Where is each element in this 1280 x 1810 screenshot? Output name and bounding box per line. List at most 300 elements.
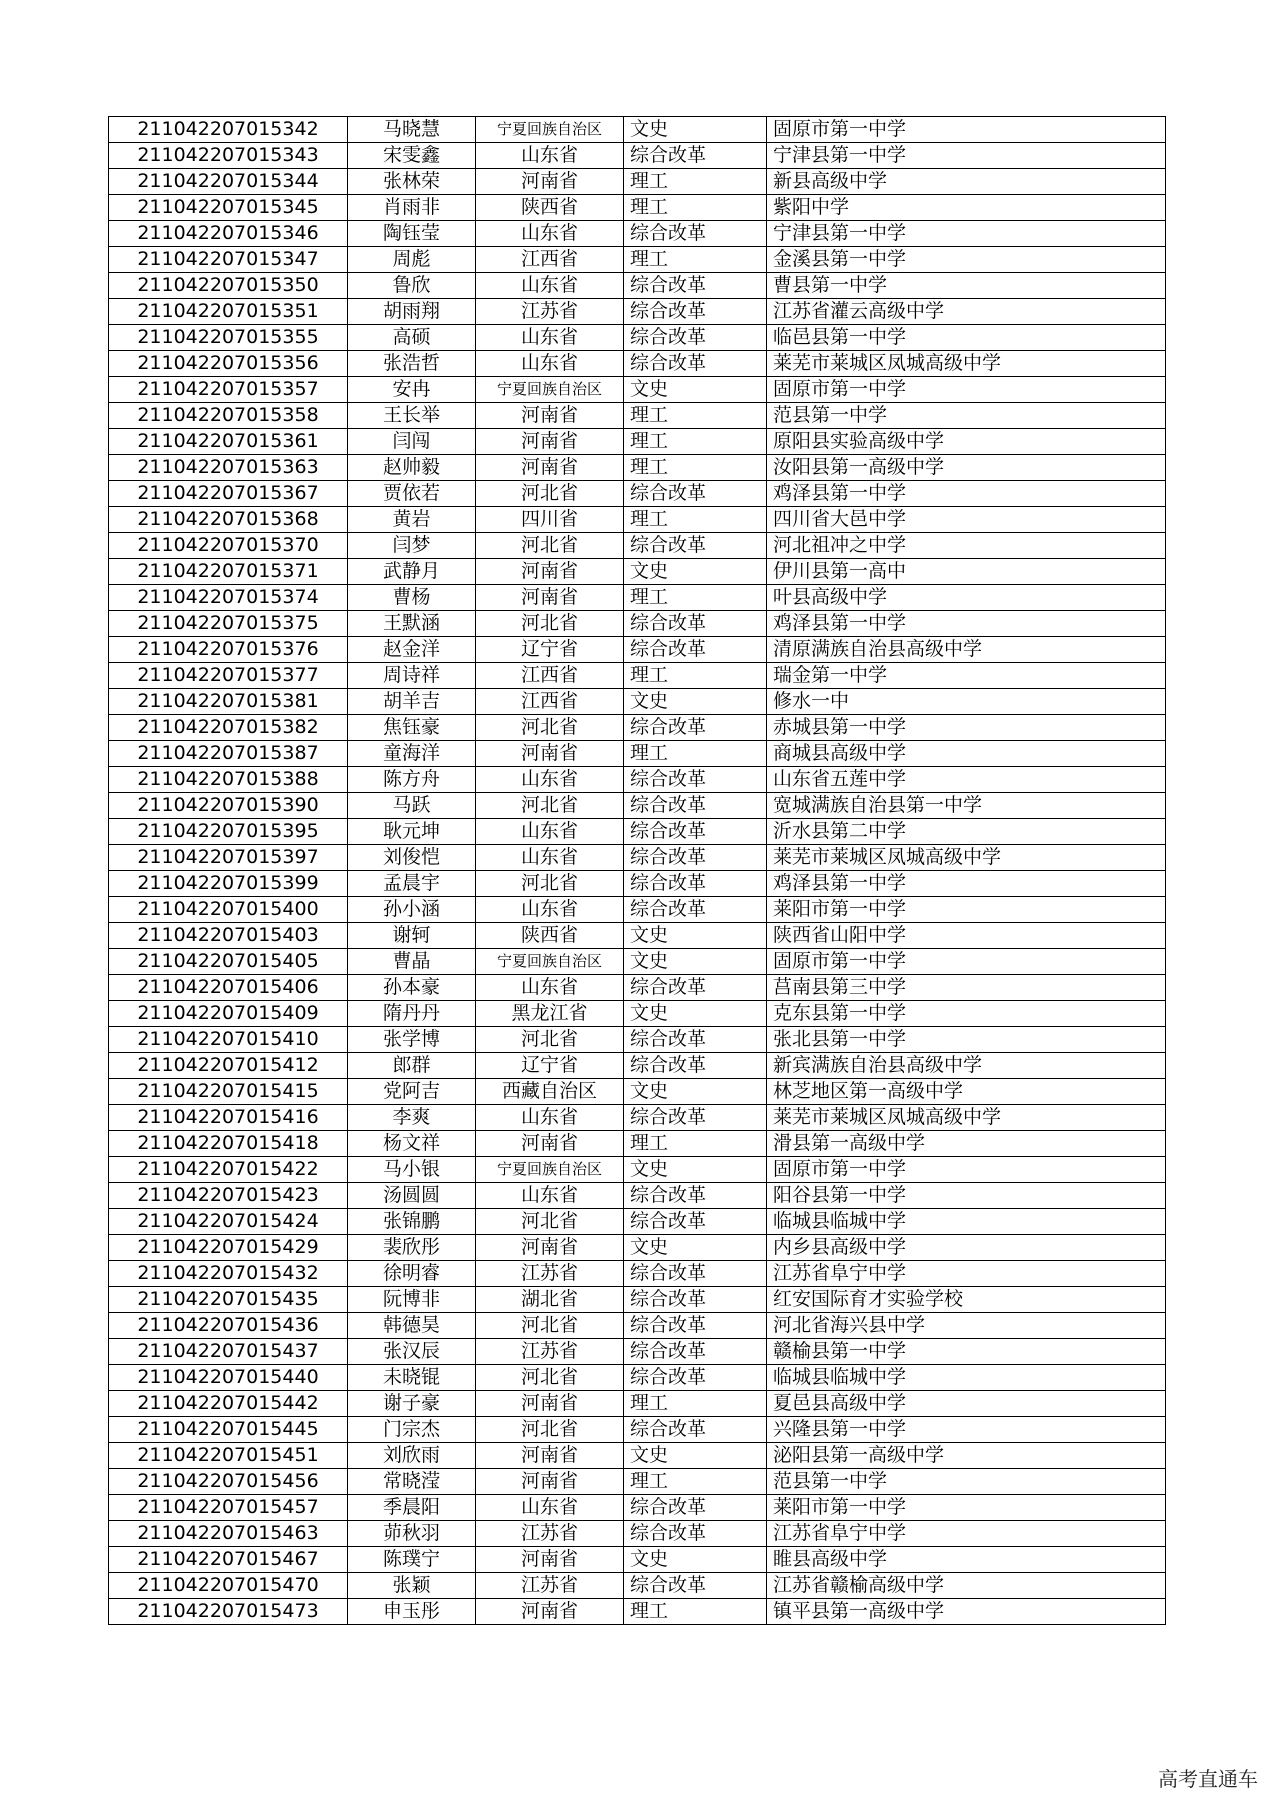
school-cell: 临城县临城中学 [767,1365,1166,1391]
exam-id-cell: 211042207015344 [109,169,348,195]
school-cell: 莱芜市莱城区凤城高级中学 [767,351,1166,377]
province-cell: 山东省 [476,975,624,1001]
track-cell: 综合改革 [624,1209,767,1235]
exam-id-cell: 211042207015437 [109,1339,348,1365]
province-cell: 河北省 [476,793,624,819]
track-cell: 文史 [624,1157,767,1183]
track-cell: 理工 [624,1391,767,1417]
student-name-cell: 张林荣 [348,169,476,195]
school-cell: 沂水县第二中学 [767,819,1166,845]
track-cell: 理工 [624,1131,767,1157]
table-row [109,455,1166,481]
province-cell: 河北省 [476,1417,624,1443]
student-list-table-wrapper [108,116,1166,1625]
school-cell: 江苏省赣榆高级中学 [767,1573,1166,1599]
table-row [109,611,1166,637]
table-row [109,1391,1166,1417]
exam-id-cell: 211042207015355 [109,325,348,351]
table-row [109,949,1166,975]
exam-id-cell: 211042207015374 [109,585,348,611]
school-cell: 赤城县第一中学 [767,715,1166,741]
province-cell: 河南省 [476,1131,624,1157]
province-cell: 江西省 [476,247,624,273]
student-name-cell: 张学博 [348,1027,476,1053]
track-cell: 理工 [624,455,767,481]
exam-id-cell: 211042207015399 [109,871,348,897]
province-cell: 辽宁省 [476,1053,624,1079]
school-cell: 河北省海兴县中学 [767,1313,1166,1339]
table-row [109,247,1166,273]
province-cell: 西藏自治区 [476,1079,624,1105]
province-cell: 山东省 [476,143,624,169]
exam-id-cell: 211042207015422 [109,1157,348,1183]
province-cell: 江苏省 [476,299,624,325]
exam-id-cell: 211042207015440 [109,1365,348,1391]
province-cell: 山东省 [476,845,624,871]
school-cell: 范县第一中学 [767,1469,1166,1495]
table-row [109,923,1166,949]
track-cell: 综合改革 [624,1313,767,1339]
watermark-text: 高考直通车 [1158,1767,1258,1791]
student-name-cell: 张浩哲 [348,351,476,377]
student-name-cell: 裴欣彤 [348,1235,476,1261]
exam-id-cell: 211042207015356 [109,351,348,377]
table-row [109,819,1166,845]
province-cell: 河北省 [476,533,624,559]
school-cell: 范县第一中学 [767,403,1166,429]
track-cell: 理工 [624,403,767,429]
province-cell: 辽宁省 [476,637,624,663]
province-cell: 山东省 [476,351,624,377]
exam-id-cell: 211042207015442 [109,1391,348,1417]
province-cell: 河南省 [476,741,624,767]
school-cell: 鸡泽县第一中学 [767,871,1166,897]
exam-id-cell: 211042207015403 [109,923,348,949]
student-name-cell: 耿元坤 [348,819,476,845]
table-row [109,689,1166,715]
track-cell: 综合改革 [624,871,767,897]
track-cell: 综合改革 [624,1105,767,1131]
school-cell: 陕西省山阳中学 [767,923,1166,949]
table-row [109,143,1166,169]
exam-id-cell: 211042207015416 [109,1105,348,1131]
student-name-cell: 阮博非 [348,1287,476,1313]
table-row [109,429,1166,455]
exam-id-cell: 211042207015361 [109,429,348,455]
table-row [109,1157,1166,1183]
province-cell: 陕西省 [476,923,624,949]
province-cell: 河北省 [476,481,624,507]
province-cell: 河南省 [476,1469,624,1495]
track-cell: 综合改革 [624,975,767,1001]
track-cell: 文史 [624,377,767,403]
student-name-cell: 马晓慧 [348,117,476,143]
exam-id-cell: 211042207015397 [109,845,348,871]
province-cell: 山东省 [476,1495,624,1521]
track-cell: 理工 [624,429,767,455]
exam-id-cell: 211042207015345 [109,195,348,221]
table-row [109,1183,1166,1209]
school-cell: 兴隆县第一中学 [767,1417,1166,1443]
table-row [109,975,1166,1001]
student-name-cell: 陈璞宁 [348,1547,476,1573]
student-name-cell: 马跃 [348,793,476,819]
student-name-cell: 宋雯鑫 [348,143,476,169]
school-cell: 莒南县第三中学 [767,975,1166,1001]
exam-id-cell: 211042207015410 [109,1027,348,1053]
school-cell: 新宾满族自治县高级中学 [767,1053,1166,1079]
school-cell: 叶县高级中学 [767,585,1166,611]
table-row [109,1599,1166,1625]
student-name-cell: 童海洋 [348,741,476,767]
table-row [109,325,1166,351]
track-cell: 文史 [624,559,767,585]
track-cell: 综合改革 [624,1261,767,1287]
track-cell: 综合改革 [624,1027,767,1053]
track-cell: 理工 [624,247,767,273]
province-cell: 河北省 [476,871,624,897]
student-name-cell: 曹晶 [348,949,476,975]
school-cell: 莱阳市第一中学 [767,897,1166,923]
track-cell: 综合改革 [624,1339,767,1365]
student-name-cell: 赵金洋 [348,637,476,663]
school-cell: 原阳县实验高级中学 [767,429,1166,455]
school-cell: 商城县高级中学 [767,741,1166,767]
track-cell: 综合改革 [624,143,767,169]
exam-id-cell: 211042207015342 [109,117,348,143]
exam-id-cell: 211042207015436 [109,1313,348,1339]
student-name-cell: 贾依若 [348,481,476,507]
school-cell: 泌阳县第一高级中学 [767,1443,1166,1469]
track-cell: 综合改革 [624,325,767,351]
table-row [109,1235,1166,1261]
province-cell: 山东省 [476,1105,624,1131]
student-name-cell: 孟晨宇 [348,871,476,897]
school-cell: 滑县第一高级中学 [767,1131,1166,1157]
student-name-cell: 刘俊恺 [348,845,476,871]
school-cell: 克东县第一中学 [767,1001,1166,1027]
exam-id-cell: 211042207015400 [109,897,348,923]
student-name-cell: 胡羊吉 [348,689,476,715]
table-row [109,871,1166,897]
student-name-cell: 武静月 [348,559,476,585]
exam-id-cell: 211042207015467 [109,1547,348,1573]
student-name-cell: 隋丹丹 [348,1001,476,1027]
school-cell: 赣榆县第一中学 [767,1339,1166,1365]
student-name-cell: 未晓锟 [348,1365,476,1391]
school-cell: 固原市第一中学 [767,117,1166,143]
exam-id-cell: 211042207015376 [109,637,348,663]
table-row [109,169,1166,195]
province-cell: 四川省 [476,507,624,533]
student-name-cell: 张汉辰 [348,1339,476,1365]
province-cell: 河南省 [476,1443,624,1469]
table-row [109,1521,1166,1547]
school-cell: 鸡泽县第一中学 [767,481,1166,507]
student-name-cell: 安冉 [348,377,476,403]
province-cell: 山东省 [476,819,624,845]
exam-id-cell: 211042207015470 [109,1573,348,1599]
school-cell: 四川省大邑中学 [767,507,1166,533]
table-row [109,1443,1166,1469]
table-row [109,221,1166,247]
exam-id-cell: 211042207015412 [109,1053,348,1079]
track-cell: 综合改革 [624,715,767,741]
province-cell: 宁夏回族自治区 [476,117,624,143]
track-cell: 综合改革 [624,1417,767,1443]
province-cell: 山东省 [476,273,624,299]
student-name-cell: 张锦鹏 [348,1209,476,1235]
student-name-cell: 徐明睿 [348,1261,476,1287]
table-row [109,481,1166,507]
table-row [109,1365,1166,1391]
student-name-cell: 郎群 [348,1053,476,1079]
track-cell: 综合改革 [624,481,767,507]
school-cell: 阳谷县第一中学 [767,1183,1166,1209]
table-row [109,1001,1166,1027]
school-cell: 莱芜市莱城区凤城高级中学 [767,845,1166,871]
school-cell: 修水一中 [767,689,1166,715]
table-row [109,533,1166,559]
province-cell: 河南省 [476,169,624,195]
exam-id-cell: 211042207015409 [109,1001,348,1027]
track-cell: 文史 [624,1079,767,1105]
track-cell: 理工 [624,585,767,611]
table-row [109,377,1166,403]
school-cell: 临邑县第一中学 [767,325,1166,351]
table-row [109,403,1166,429]
province-cell: 山东省 [476,1183,624,1209]
student-name-cell: 肖雨非 [348,195,476,221]
school-cell: 鸡泽县第一中学 [767,611,1166,637]
track-cell: 理工 [624,169,767,195]
exam-id-cell: 211042207015415 [109,1079,348,1105]
school-cell: 瑞金第一中学 [767,663,1166,689]
track-cell: 综合改革 [624,273,767,299]
exam-id-cell: 211042207015368 [109,507,348,533]
track-cell: 综合改革 [624,1573,767,1599]
student-name-cell: 汤圆圆 [348,1183,476,1209]
school-cell: 紫阳中学 [767,195,1166,221]
school-cell: 张北县第一中学 [767,1027,1166,1053]
student-name-cell: 胡雨翔 [348,299,476,325]
province-cell: 陕西省 [476,195,624,221]
track-cell: 综合改革 [624,1053,767,1079]
exam-id-cell: 211042207015457 [109,1495,348,1521]
province-cell: 河南省 [476,455,624,481]
student-name-cell: 孙本豪 [348,975,476,1001]
student-name-cell: 陈方舟 [348,767,476,793]
track-cell: 文史 [624,923,767,949]
exam-id-cell: 211042207015451 [109,1443,348,1469]
exam-id-cell: 211042207015377 [109,663,348,689]
exam-id-cell: 211042207015473 [109,1599,348,1625]
province-cell: 宁夏回族自治区 [476,377,624,403]
exam-id-cell: 211042207015395 [109,819,348,845]
track-cell: 综合改革 [624,793,767,819]
track-cell: 理工 [624,1599,767,1625]
track-cell: 综合改革 [624,845,767,871]
school-cell: 金溪县第一中学 [767,247,1166,273]
province-cell: 山东省 [476,897,624,923]
province-cell: 河南省 [476,403,624,429]
province-cell: 山东省 [476,221,624,247]
school-cell: 固原市第一中学 [767,377,1166,403]
track-cell: 理工 [624,195,767,221]
school-cell: 莱阳市第一中学 [767,1495,1166,1521]
school-cell: 江苏省阜宁中学 [767,1521,1166,1547]
track-cell: 综合改革 [624,1365,767,1391]
school-cell: 山东省五莲中学 [767,767,1166,793]
student-list-table [108,116,1166,1625]
track-cell: 理工 [624,663,767,689]
table-row [109,897,1166,923]
track-cell: 综合改革 [624,897,767,923]
table-row [109,767,1166,793]
school-cell: 固原市第一中学 [767,949,1166,975]
track-cell: 理工 [624,741,767,767]
exam-id-cell: 211042207015343 [109,143,348,169]
school-cell: 内乡县高级中学 [767,1235,1166,1261]
school-cell: 睢县高级中学 [767,1547,1166,1573]
exam-id-cell: 211042207015445 [109,1417,348,1443]
province-cell: 河北省 [476,715,624,741]
school-cell: 夏邑县高级中学 [767,1391,1166,1417]
exam-id-cell: 211042207015357 [109,377,348,403]
school-cell: 红安国际育才实验学校 [767,1287,1166,1313]
student-name-cell: 申玉彤 [348,1599,476,1625]
table-row [109,299,1166,325]
track-cell: 文史 [624,949,767,975]
track-cell: 综合改革 [624,1521,767,1547]
exam-id-cell: 211042207015406 [109,975,348,1001]
exam-id-cell: 211042207015390 [109,793,348,819]
student-name-cell: 刘欣雨 [348,1443,476,1469]
table-row [109,1573,1166,1599]
table-row [109,1105,1166,1131]
table-row [109,845,1166,871]
track-cell: 综合改革 [624,637,767,663]
student-name-cell: 周诗祥 [348,663,476,689]
student-name-cell: 焦钰豪 [348,715,476,741]
track-cell: 文史 [624,1235,767,1261]
table-row [109,1261,1166,1287]
province-cell: 河北省 [476,611,624,637]
school-cell: 宽城满族自治县第一中学 [767,793,1166,819]
school-cell: 宁津县第一中学 [767,143,1166,169]
school-cell: 固原市第一中学 [767,1157,1166,1183]
track-cell: 文史 [624,1443,767,1469]
exam-id-cell: 211042207015367 [109,481,348,507]
province-cell: 河北省 [476,1027,624,1053]
table-row [109,793,1166,819]
school-cell: 河北祖冲之中学 [767,533,1166,559]
table-row [109,1469,1166,1495]
exam-id-cell: 211042207015405 [109,949,348,975]
table-row [109,1287,1166,1313]
province-cell: 江西省 [476,689,624,715]
table-row [109,117,1166,143]
exam-id-cell: 211042207015347 [109,247,348,273]
exam-id-cell: 211042207015371 [109,559,348,585]
student-name-cell: 党阿吉 [348,1079,476,1105]
student-name-cell: 季晨阳 [348,1495,476,1521]
exam-id-cell: 211042207015429 [109,1235,348,1261]
track-cell: 综合改革 [624,1495,767,1521]
exam-id-cell: 211042207015463 [109,1521,348,1547]
province-cell: 江苏省 [476,1521,624,1547]
exam-id-cell: 211042207015388 [109,767,348,793]
table-row [109,663,1166,689]
school-cell: 清原满族自治县高级中学 [767,637,1166,663]
student-name-cell: 周彪 [348,247,476,273]
exam-id-cell: 211042207015435 [109,1287,348,1313]
school-cell: 伊川县第一高中 [767,559,1166,585]
student-name-cell: 曹杨 [348,585,476,611]
student-name-cell: 韩德昊 [348,1313,476,1339]
table-row [109,1417,1166,1443]
exam-id-cell: 211042207015350 [109,273,348,299]
school-cell: 汝阳县第一高级中学 [767,455,1166,481]
province-cell: 河南省 [476,429,624,455]
student-name-cell: 陶钰莹 [348,221,476,247]
track-cell: 综合改革 [624,819,767,845]
track-cell: 综合改革 [624,1183,767,1209]
table-row [109,741,1166,767]
exam-id-cell: 211042207015375 [109,611,348,637]
student-name-cell: 鲁欣 [348,273,476,299]
exam-id-cell: 211042207015351 [109,299,348,325]
province-cell: 河南省 [476,1391,624,1417]
province-cell: 宁夏回族自治区 [476,1157,624,1183]
province-cell: 河南省 [476,1547,624,1573]
track-cell: 文史 [624,117,767,143]
student-name-cell: 张颖 [348,1573,476,1599]
school-cell: 宁津县第一中学 [767,221,1166,247]
track-cell: 理工 [624,1469,767,1495]
student-name-cell: 王长举 [348,403,476,429]
student-name-cell: 王默涵 [348,611,476,637]
exam-id-cell: 211042207015370 [109,533,348,559]
track-cell: 文史 [624,1547,767,1573]
province-cell: 河南省 [476,585,624,611]
student-name-cell: 闫闯 [348,429,476,455]
track-cell: 综合改革 [624,299,767,325]
student-name-cell: 杨文祥 [348,1131,476,1157]
school-cell: 林芝地区第一高级中学 [767,1079,1166,1105]
province-cell: 黑龙江省 [476,1001,624,1027]
school-cell: 江苏省阜宁中学 [767,1261,1166,1287]
track-cell: 综合改革 [624,611,767,637]
track-cell: 综合改革 [624,533,767,559]
student-name-cell: 高硕 [348,325,476,351]
track-cell: 综合改革 [624,767,767,793]
student-name-cell: 孙小涵 [348,897,476,923]
student-name-cell: 谢子豪 [348,1391,476,1417]
exam-id-cell: 211042207015358 [109,403,348,429]
table-row [109,1079,1166,1105]
student-name-cell: 马小银 [348,1157,476,1183]
student-name-cell: 谢轲 [348,923,476,949]
table-row [109,351,1166,377]
province-cell: 河南省 [476,559,624,585]
table-row [109,637,1166,663]
track-cell: 综合改革 [624,1287,767,1313]
student-name-cell: 常晓滢 [348,1469,476,1495]
province-cell: 山东省 [476,325,624,351]
track-cell: 文史 [624,1001,767,1027]
table-row [109,1313,1166,1339]
